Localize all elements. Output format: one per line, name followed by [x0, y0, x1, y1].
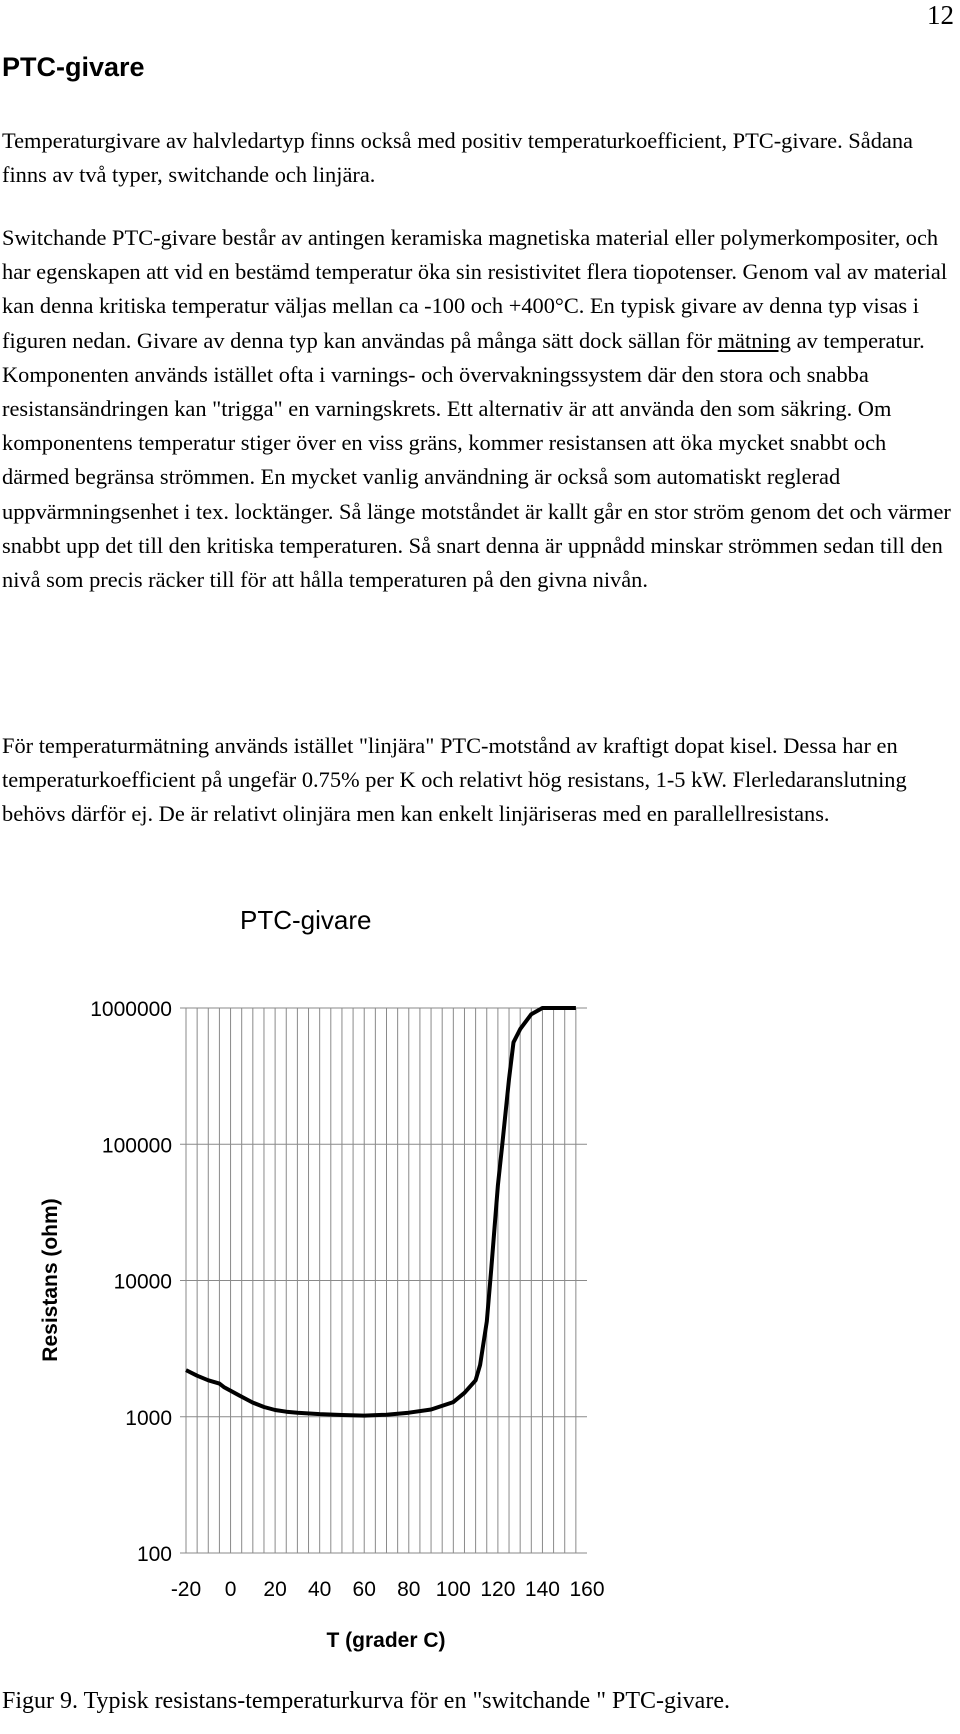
paragraph-linear: För temperaturmätning används istället "linjära" PTC-motstånd av kraftigt dopat kisel. Dessa har en temperaturkoefficient på ungefär 0.75% per K och relativt hög resistans, 1-5 kW. Flerledaranslutning behövs därför ej. De är relativt olinjära men kan enkelt linjäriseras med en parallellresistans. — [2, 733, 907, 827]
x-tick-label: 100 — [435, 1578, 471, 1601]
paragraph-intro: Temperaturgivare av halvledartyp finns också med positiv temperaturkoefficient, PTC-givare. Sådana finns av två typer, switchande och linjära. — [2, 128, 913, 188]
chart-title: PTC-givare — [240, 905, 372, 935]
resistance-curve — [186, 1008, 576, 1416]
x-tick-label: 0 — [224, 1578, 237, 1601]
x-tick-label: 80 — [397, 1578, 421, 1601]
y-tick-label: 100000 — [101, 1134, 172, 1158]
x-tick-label: 60 — [352, 1578, 376, 1601]
x-tick-label: 20 — [263, 1578, 287, 1601]
x-tick-label: 140 — [524, 1578, 560, 1601]
page-number: 12 — [927, 0, 954, 30]
y-tick-label: 100 — [136, 1543, 172, 1566]
y-tick-label: 1000 — [125, 1406, 172, 1430]
underlined-word: mätning — [717, 327, 792, 353]
x-tick-label: -20 — [170, 1578, 202, 1601]
y-tick-label: 1000000 — [90, 998, 172, 1021]
paragraph-switching-part2: av temperatur. Komponenten används istället ofta i varnings- och övervakningssystem där den stora och snabba resistansändringen kan "trigga" en varningskrets. Ett alternativ är att använda den som säkring. Om komponentens temperatur stiger över en viss gräns, kommer resistansen att öka mycket snabbt och därmed begränsa strömmen. En mycket vanlig användning är också som automatiskt reglerad uppvärmningsenhet i tex. locktänger. Så länge motståndet är kallt går en stor ström genom det och värmer snabbt upp det till den kritiska temperaturen. Så snart denna är uppnådd minskar strömmen sedan till den nivå som precis räcker till för att hålla temperaturen på den givna nivån. — [2, 327, 951, 593]
x-tick-label: 160 — [569, 1578, 605, 1601]
y-axis-title: Resistans (ohm) — [39, 1198, 62, 1362]
figure-caption: Figur 9. Typisk resistans-temperaturkurva för en "switchande " PTC-givare. — [2, 1688, 730, 1714]
y-tick-label: 10000 — [113, 1270, 172, 1294]
x-axis-title: T (grader C) — [326, 1629, 446, 1652]
chart-grid — [180, 1008, 587, 1553]
paragraph-switching-part1: Switchande PTC-givare består av antingen keramiska magnetiska material eller polymerkompositer, och har egenskapen att vid en bestämd temperatur öka sin resistivitet flera tiopotenser. Genom val av material kan denna kritiska temperatur väljas mellan ca -100 och +400°C. En typisk givare av denna typ visas i figuren nedan. Givare av denna typ kan användas på många sätt dock sällan för — [2, 225, 948, 353]
section-heading: PTC-givare — [2, 52, 145, 82]
x-tick-label: 120 — [480, 1578, 516, 1601]
x-tick-label: 40 — [307, 1578, 332, 1601]
